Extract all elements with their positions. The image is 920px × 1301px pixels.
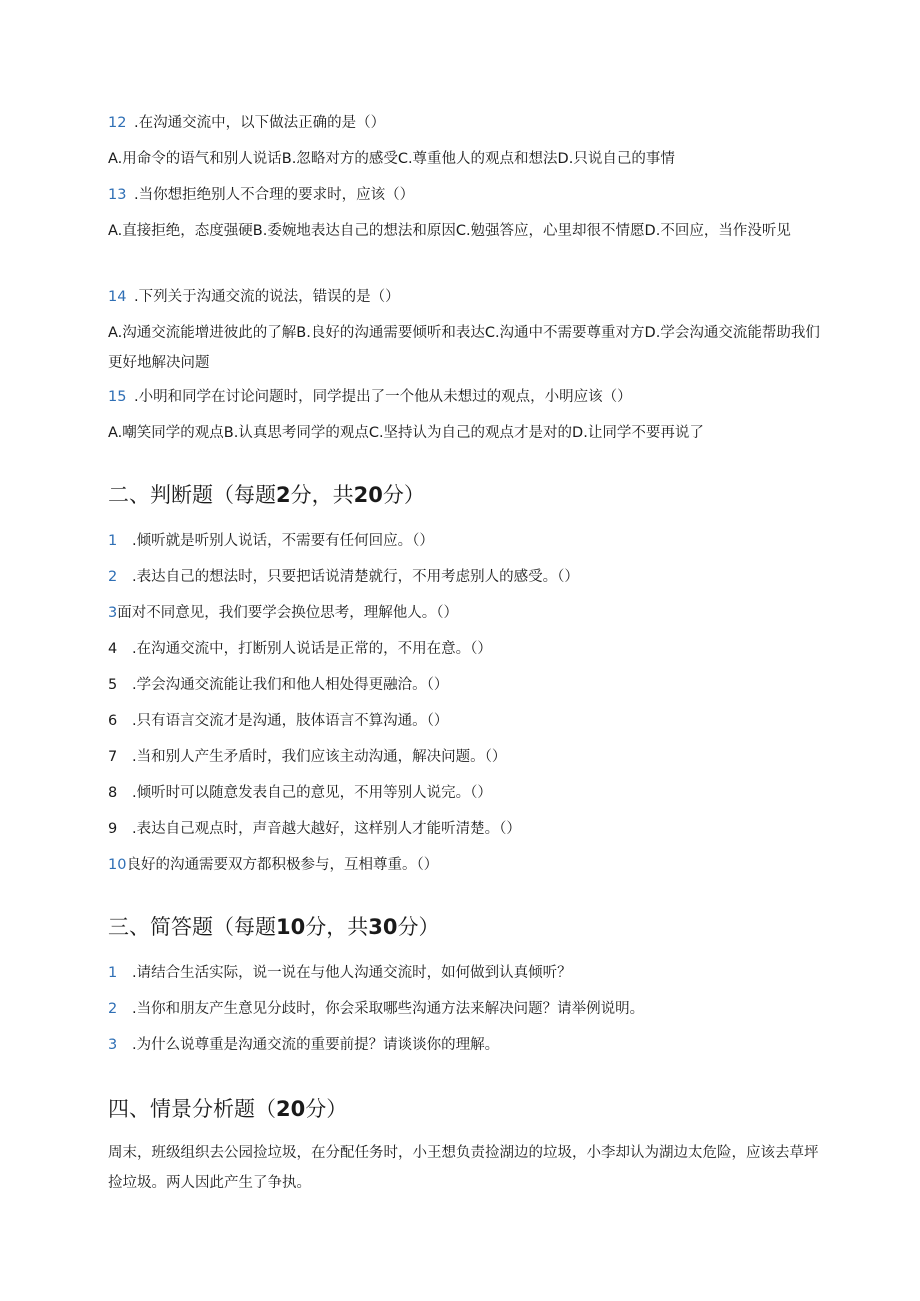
short-answer-item-2 (108, 994, 820, 1024)
heading-text: 三、简答题（每题 (108, 915, 276, 939)
item-text: .只有语言交流才是沟通，肢体语言不算沟通。（） (132, 713, 449, 729)
tf-item-5 (108, 670, 820, 700)
question-12 (108, 108, 820, 138)
question-14-options: A.沟通交流能增进彼此的了解B.良好的沟通需要倾听和表达C.沟通中不需要尊重对方D.学会沟通交流能帮助我们更好地解决问题 (108, 325, 820, 371)
heading-text: 分，共 (290, 483, 354, 507)
question-13 (108, 180, 820, 210)
tf-item-4 (108, 634, 820, 664)
question-15-options: A.嘲笑同学的观点B.认真思考同学的观点C.坚持认为自己的观点才是对的D.让同学不要再说了 (108, 425, 704, 441)
item-number: 9 (108, 821, 118, 837)
heading-score: 2 (276, 483, 291, 507)
item-number: 8 (108, 785, 118, 801)
heading-text: 四、情景分析题（ (108, 1097, 276, 1121)
tf-item-1 (108, 526, 820, 556)
tf-item-7 (108, 742, 820, 772)
question-text: .当你想拒绝别人不合理的要求时，应该（） (134, 187, 415, 203)
item-number: 3 (108, 1037, 118, 1053)
item-text: .当你和朋友产生意见分歧时，你会采取哪些沟通方法来解决问题？请举例说明。 (132, 1001, 645, 1017)
heading-total: 20 (353, 483, 383, 507)
item-text: .在沟通交流中，打断别人说话是正常的，不用在意。（） (132, 641, 492, 657)
item-text: .当和别人产生矛盾时，我们应该主动沟通，解决问题。（） (132, 749, 507, 765)
item-number: 6 (108, 713, 118, 729)
tf-item-6 (108, 706, 820, 736)
tf-item-10 (108, 850, 820, 880)
item-number: 3 (108, 605, 118, 621)
question-text: .小明和同学在讨论问题时，同学提出了一个他从未想过的观点，小明应该（） (134, 389, 632, 405)
question-15 (108, 382, 820, 412)
heading-score: 10 (276, 915, 306, 939)
item-text: .为什么说尊重是沟通交流的重要前提？请谈谈你的理解。 (132, 1037, 500, 1053)
item-number: 1 (108, 533, 118, 549)
scenario-paragraph: 周末，班级组织去公园捡垃圾，在分配任务时，小王想负责捡湖边的垃圾，小李却认为湖边太危险，应该去草坪捡垃圾。两人因此产生了争执。 (108, 1145, 819, 1191)
heading-text: 分，共 (305, 915, 369, 939)
tf-item-2 (108, 562, 820, 592)
heading-total: 30 (368, 915, 398, 939)
question-number: 14 (108, 289, 127, 305)
question-text: .下列关于沟通交流的说法，错误的是（） (134, 289, 400, 305)
item-number: 4 (108, 641, 118, 657)
short-answer-item-1 (108, 958, 820, 988)
item-number: 10 (108, 857, 127, 873)
heading-text: 分） (305, 1097, 348, 1121)
question-text: .在沟通交流中，以下做法正确的是（） (134, 115, 386, 131)
section-heading-true-false (108, 478, 425, 512)
item-text: .倾听时可以随意发表自己的意见，不用等别人说完。（） (132, 785, 492, 801)
item-number: 5 (108, 677, 118, 693)
item-number: 1 (108, 965, 118, 981)
item-text: 良好的沟通需要双方都积极参与，互相尊重。（） (126, 857, 439, 873)
section-heading-short-answer (108, 910, 439, 944)
item-text: .表达自己的想法时，只要把话说清楚就行，不用考虑别人的感受。（） (132, 569, 579, 585)
question-number: 12 (108, 115, 127, 131)
heading-score: 20 (276, 1097, 306, 1121)
question-12-options: A.用命令的语气和别人说话B.忽略对方的感受C.尊重他人的观点和想法D.只说自己的事情 (108, 151, 675, 167)
question-number: 13 (108, 187, 127, 203)
item-text: 面对不同意见，我们要学会换位思考，理解他人。（） (117, 605, 458, 621)
tf-item-8 (108, 778, 820, 808)
heading-text: 二、判断题（每题 (108, 483, 276, 507)
item-text: .请结合生活实际，说一说在与他人沟通交流时，如何做到认真倾听？ (132, 965, 572, 981)
question-14 (108, 282, 820, 312)
item-number: 7 (108, 749, 118, 765)
tf-item-9 (108, 814, 820, 844)
heading-text: 分） (397, 915, 440, 939)
item-number: 2 (108, 1001, 118, 1017)
question-13-options: A.直接拒绝，态度强硬B.委婉地表达自己的想法和原因C.勉强答应，心里却很不情愿D.不回应，当作没听见 (108, 223, 791, 239)
item-text: .倾听就是听别人说话，不需要有任何回应。（） (132, 533, 434, 549)
tf-item-3 (108, 598, 820, 628)
section-heading-scenario (108, 1092, 347, 1126)
item-text: .表达自己观点时，声音越大越好，这样别人才能听清楚。（） (132, 821, 521, 837)
short-answer-item-3 (108, 1030, 820, 1060)
item-number: 2 (108, 569, 118, 585)
item-text: .学会沟通交流能让我们和他人相处得更融洽。（） (132, 677, 449, 693)
heading-text: 分） (382, 483, 425, 507)
question-number: 15 (108, 389, 127, 405)
